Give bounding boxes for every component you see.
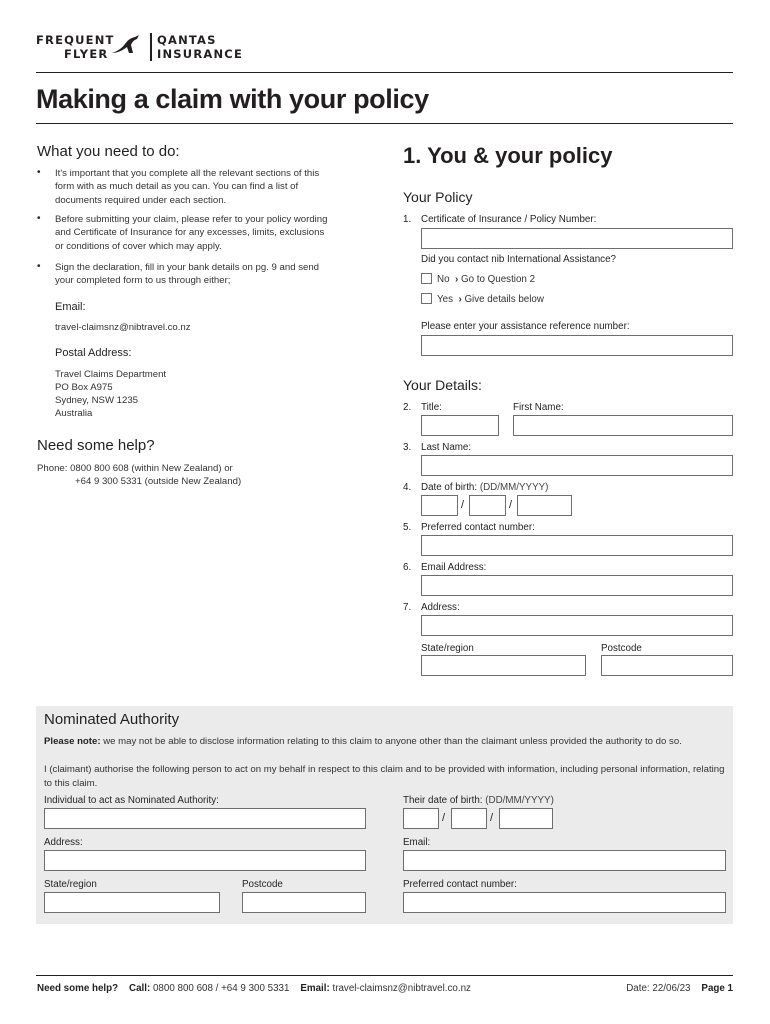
no-note: Go to Question 2 (460, 274, 536, 285)
yes-option (437, 294, 544, 305)
brand-line2: INSURANCE (157, 47, 243, 61)
logo-line2: FLYER (64, 47, 109, 61)
nominee-dob-format: (DD/MM/YYYY) (485, 795, 554, 806)
footer-email-label: Email: (300, 983, 330, 994)
assistance-question: Did you contact nib International Assistance? (421, 254, 616, 265)
authority-title: Nominated Authority (44, 711, 180, 728)
nominee-address-label: Address: (44, 837, 83, 848)
policy-number-field[interactable] (421, 228, 733, 249)
dob-month-field[interactable] (469, 495, 506, 516)
date-separator: / (461, 499, 465, 511)
nominee-dob-month-field[interactable] (451, 808, 487, 829)
title-rule (36, 123, 733, 124)
nominee-email-field[interactable] (403, 850, 726, 871)
nominee-email-label: Email: (403, 837, 431, 848)
reference-label: Please enter your assistance reference number: (421, 321, 630, 332)
nominee-dob-year-field[interactable] (499, 808, 553, 829)
footer-call-value: 0800 800 608 / +64 9 300 5331 (152, 983, 290, 994)
dob-format: (DD/MM/YYYY) (479, 482, 549, 493)
question-number: 3. (403, 442, 412, 453)
header-rule (36, 72, 733, 73)
chevron-right-icon: › (458, 294, 462, 305)
authorise-text: I (claimant) authorise the following person to act on my behalf in respect to this claim and to be provided with information, including personal information, relating to this claim. (44, 764, 725, 789)
postcode-field[interactable] (601, 655, 733, 676)
yes-label: Yes (437, 294, 453, 305)
title-field[interactable] (421, 415, 499, 436)
chevron-right-icon: › (454, 274, 459, 285)
contact-number-label: Preferred contact number: (421, 522, 535, 533)
date-separator: / (442, 812, 446, 824)
nominee-postcode-field[interactable] (242, 892, 366, 913)
title-label: Title: (421, 402, 442, 413)
logo-divider (150, 33, 152, 61)
qantas-insurance-logo (157, 33, 243, 61)
phone-line: Phone: 0800 800 608 (within New Zealand) or (37, 463, 233, 474)
nominee-name-field[interactable] (44, 808, 366, 829)
postcode-label: Postcode (601, 643, 642, 654)
date-separator: / (509, 499, 513, 511)
postal-line: PO Box A975 (55, 382, 113, 393)
policy-number-label: Certificate of Insurance / Policy Number: (421, 214, 597, 225)
bullet-dot: • (37, 213, 41, 224)
last-name-label: Last Name: (421, 442, 472, 453)
logo-line1: FREQUENT (36, 33, 115, 47)
footer-email-value[interactable]: travel-claimsnz@nibtravel.co.nz (332, 983, 471, 994)
nominee-contact-label: Preferred contact number: (403, 879, 517, 890)
reference-number-field[interactable] (421, 335, 733, 356)
address-label: Address: (421, 602, 460, 613)
your-policy-heading: Your Policy (403, 189, 473, 205)
footer-date: Date: 22/06/23 (626, 983, 691, 994)
question-number: 6. (403, 562, 412, 573)
question-number: 4. (403, 482, 412, 493)
brand-line1: QANTAS (157, 33, 217, 47)
first-name-field[interactable] (513, 415, 733, 436)
contact-number-field[interactable] (421, 535, 733, 556)
kangaroo-icon (110, 33, 142, 59)
nominee-dob-label: Their date of birth: (403, 795, 483, 806)
last-name-field[interactable] (421, 455, 733, 476)
email-label: Email: (55, 301, 86, 313)
footer-call-label: Call: (129, 983, 151, 994)
question-number: 2. (403, 402, 412, 413)
email-address-field[interactable] (421, 575, 733, 596)
postal-line: Sydney, NSW 1235 (55, 395, 139, 406)
first-name-label: First Name: (513, 402, 564, 413)
phone-line: +64 9 300 5331 (outside New Zealand) (75, 476, 242, 487)
nominee-label: Individual to act as Nominated Authority: (44, 795, 219, 806)
question-number: 1. (403, 214, 412, 225)
note-bold: Please note: (44, 736, 101, 747)
no-checkbox[interactable] (421, 273, 432, 284)
state-label: State/region (421, 643, 474, 654)
instruction-bullet: Sign the declaration, fill in your bank details on pg. 9 and send your completed form to us through either; (55, 262, 320, 287)
footer-rule (36, 975, 733, 976)
frequent-flyer-logo (36, 33, 115, 61)
instruction-bullet: It's important that you complete all the relevant sections of this form with as much detail as you can. You can find a list of documents required under each section. (55, 168, 320, 206)
postal-address-label: Postal Address: (55, 347, 132, 359)
note-text: we may not be able to disclose information relating to this claim to anyone other than the claimant unless provided the authority to do so. (100, 736, 682, 747)
bullet-dot: • (37, 167, 41, 178)
nominee-contact-field[interactable] (403, 892, 726, 913)
footer-contact (37, 983, 471, 994)
page-number: Page 1 (701, 983, 733, 994)
yes-checkbox[interactable] (421, 293, 432, 304)
help-heading: Need some help? (37, 437, 155, 454)
address-field[interactable] (421, 615, 733, 636)
your-details-heading: Your Details: (403, 377, 482, 393)
section-title: 1. You & your policy (403, 143, 613, 168)
date-separator: / (490, 812, 494, 824)
postal-line: Travel Claims Department (55, 369, 167, 380)
nominee-address-field[interactable] (44, 850, 366, 871)
question-number: 5. (403, 522, 412, 533)
claims-email[interactable]: travel-claimsnz@nibtravel.co.nz (55, 322, 191, 333)
footer-help: Need some help? (37, 983, 119, 994)
what-to-do-heading: What you need to do: (37, 143, 180, 160)
bullet-dot: • (37, 261, 41, 272)
dob-label-wrap (421, 482, 548, 493)
nominee-state-field[interactable] (44, 892, 220, 913)
instruction-bullet: Before submitting your claim, please refer to your policy wording and Certificate of Insurance for any excesses, limits, exclusions or conditions of cover which may apply. (55, 214, 328, 252)
dob-day-field[interactable] (421, 495, 458, 516)
authority-note (44, 735, 728, 749)
email-address-label: Email Address: (421, 562, 487, 573)
nominee-dob-label-wrap (403, 795, 554, 806)
no-label: No (437, 274, 450, 285)
yes-note: Give details below (464, 294, 544, 305)
nominee-dob-day-field[interactable] (403, 808, 439, 829)
no-option (437, 274, 535, 285)
dob-label: Date of birth: (421, 482, 478, 493)
nominee-state-label: State/region (44, 879, 97, 890)
dob-year-field[interactable] (517, 495, 572, 516)
nominee-postcode-label: Postcode (242, 879, 283, 890)
page-title: Making a claim with your policy (36, 84, 429, 114)
state-field[interactable] (421, 655, 586, 676)
footer-meta (626, 983, 733, 994)
postal-line: Australia (55, 408, 93, 419)
question-number: 7. (403, 602, 412, 613)
